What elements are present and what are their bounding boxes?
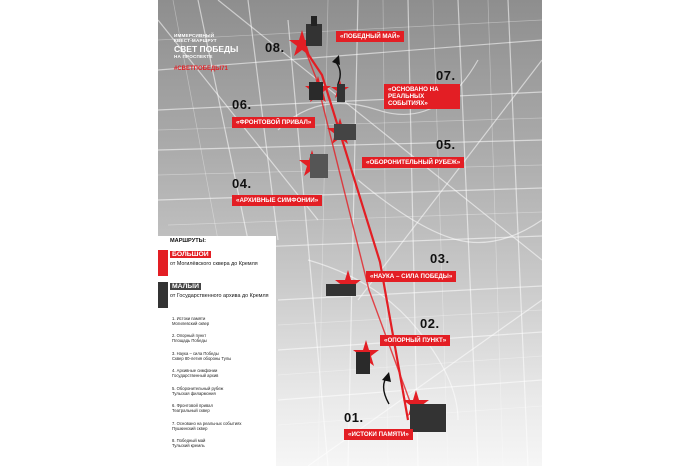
- point-08-label[interactable]: «ПОБЕДНЫЙ МАЙ»: [336, 31, 404, 42]
- stop-title: 1. Истоки памяти: [172, 316, 206, 321]
- point-03-label[interactable]: «НАУКА – СИЛА ПОБЕДЫ»: [366, 271, 456, 282]
- point-05-label[interactable]: «ОБОРОНИТЕЛЬНЫЙ РУБЕЖ»: [362, 157, 464, 168]
- stop-title: 7. Основано на реальных событиях: [172, 420, 242, 426]
- stops-list: [172, 316, 274, 456]
- route-big-desc: от Могилёвского сквера до Кремля: [170, 261, 258, 267]
- stop-item: [172, 403, 274, 413]
- start-arrow: [384, 378, 389, 404]
- stop-place: Театральный сквер: [172, 408, 210, 414]
- header-line-4: НА ПРОСПЕКТЕ: [174, 53, 213, 59]
- stop-place: Тульская филармония: [172, 390, 216, 396]
- header-line-2: КВЕСТ-МАРШРУТ: [174, 37, 217, 43]
- header-title: СВЕТ ПОБЕДЫ: [174, 43, 239, 54]
- stop-place: Площадь Победы: [172, 338, 207, 344]
- route-small-name: МАЛЫЙ: [172, 283, 199, 290]
- point-08-number: 08.: [265, 40, 285, 55]
- marker-03[interactable]: [326, 270, 361, 296]
- stop-item: [172, 438, 274, 448]
- stop-place: Сквер 80-летия обороны Тулы: [172, 355, 232, 361]
- stop-place: Могилевский сквер: [172, 321, 210, 327]
- point-01-number: 01.: [344, 410, 364, 425]
- stop-item: [172, 386, 274, 396]
- stop-place: Тульский кремль: [172, 443, 205, 449]
- point-02-number: 02.: [420, 316, 440, 331]
- stop-item: [172, 333, 274, 343]
- point-07-label[interactable]: «ОСНОВАНО НА РЕАЛЬНЫХ СОБЫТИЯХ»: [384, 84, 460, 109]
- stop-title: 8. Победный май: [172, 438, 206, 444]
- stop-title: 6. Фронтовой привал: [172, 403, 213, 409]
- hashtag: #СВЕТПОБЕДЫ71: [174, 66, 228, 73]
- stop-item: [172, 351, 274, 361]
- stop-place: Государственный архив: [172, 373, 219, 379]
- route-big-name: БОЛЬШОЙ: [172, 251, 209, 258]
- point-07-number: 07.: [436, 68, 456, 83]
- route-big-swatch: [158, 250, 168, 276]
- point-01-label[interactable]: «ИСТОКИ ПАМЯТИ»: [344, 429, 413, 440]
- stop-title: 5. Оборонительный рубеж: [172, 385, 224, 391]
- stop-item: [172, 316, 274, 326]
- route-small-desc: от Государственного архива до Кремля: [170, 293, 269, 299]
- marker-01[interactable]: [403, 390, 446, 432]
- point-04-label[interactable]: «АРХИВНЫЕ СИМФОНИИ»: [232, 195, 322, 206]
- stop-title: 2. Опорный пункт: [172, 333, 207, 339]
- route-map-poster: [158, 0, 542, 466]
- marker-08[interactable]: [289, 16, 322, 56]
- marker-07[interactable]: [331, 80, 349, 102]
- stop-title: 3. Наука – сила Победы: [172, 350, 219, 356]
- point-06-number: 06.: [232, 97, 252, 112]
- point-02-label[interactable]: «ОПОРНЫЙ ПУНКТ»: [380, 335, 450, 346]
- point-03-number: 03.: [430, 251, 450, 266]
- quest-header: [174, 34, 238, 73]
- routes-legend: [158, 236, 276, 466]
- legend-title: МАРШРУТЫ:: [170, 238, 206, 244]
- point-04-number: 04.: [232, 176, 252, 191]
- stop-item: [172, 421, 274, 431]
- stop-place: Пушкинский сквер: [172, 425, 208, 431]
- stop-title: 4. Архивные симфонии: [172, 368, 218, 374]
- stop-item: [172, 368, 274, 378]
- route-small-swatch: [158, 282, 168, 308]
- point-05-number: 05.: [436, 137, 456, 152]
- header-line-1: ИММЕРСИВНЫЙ: [174, 33, 215, 38]
- marker-04[interactable]: [299, 150, 328, 178]
- point-06-label[interactable]: «ФРОНТОВОЙ ПРИВАЛ»: [232, 117, 315, 128]
